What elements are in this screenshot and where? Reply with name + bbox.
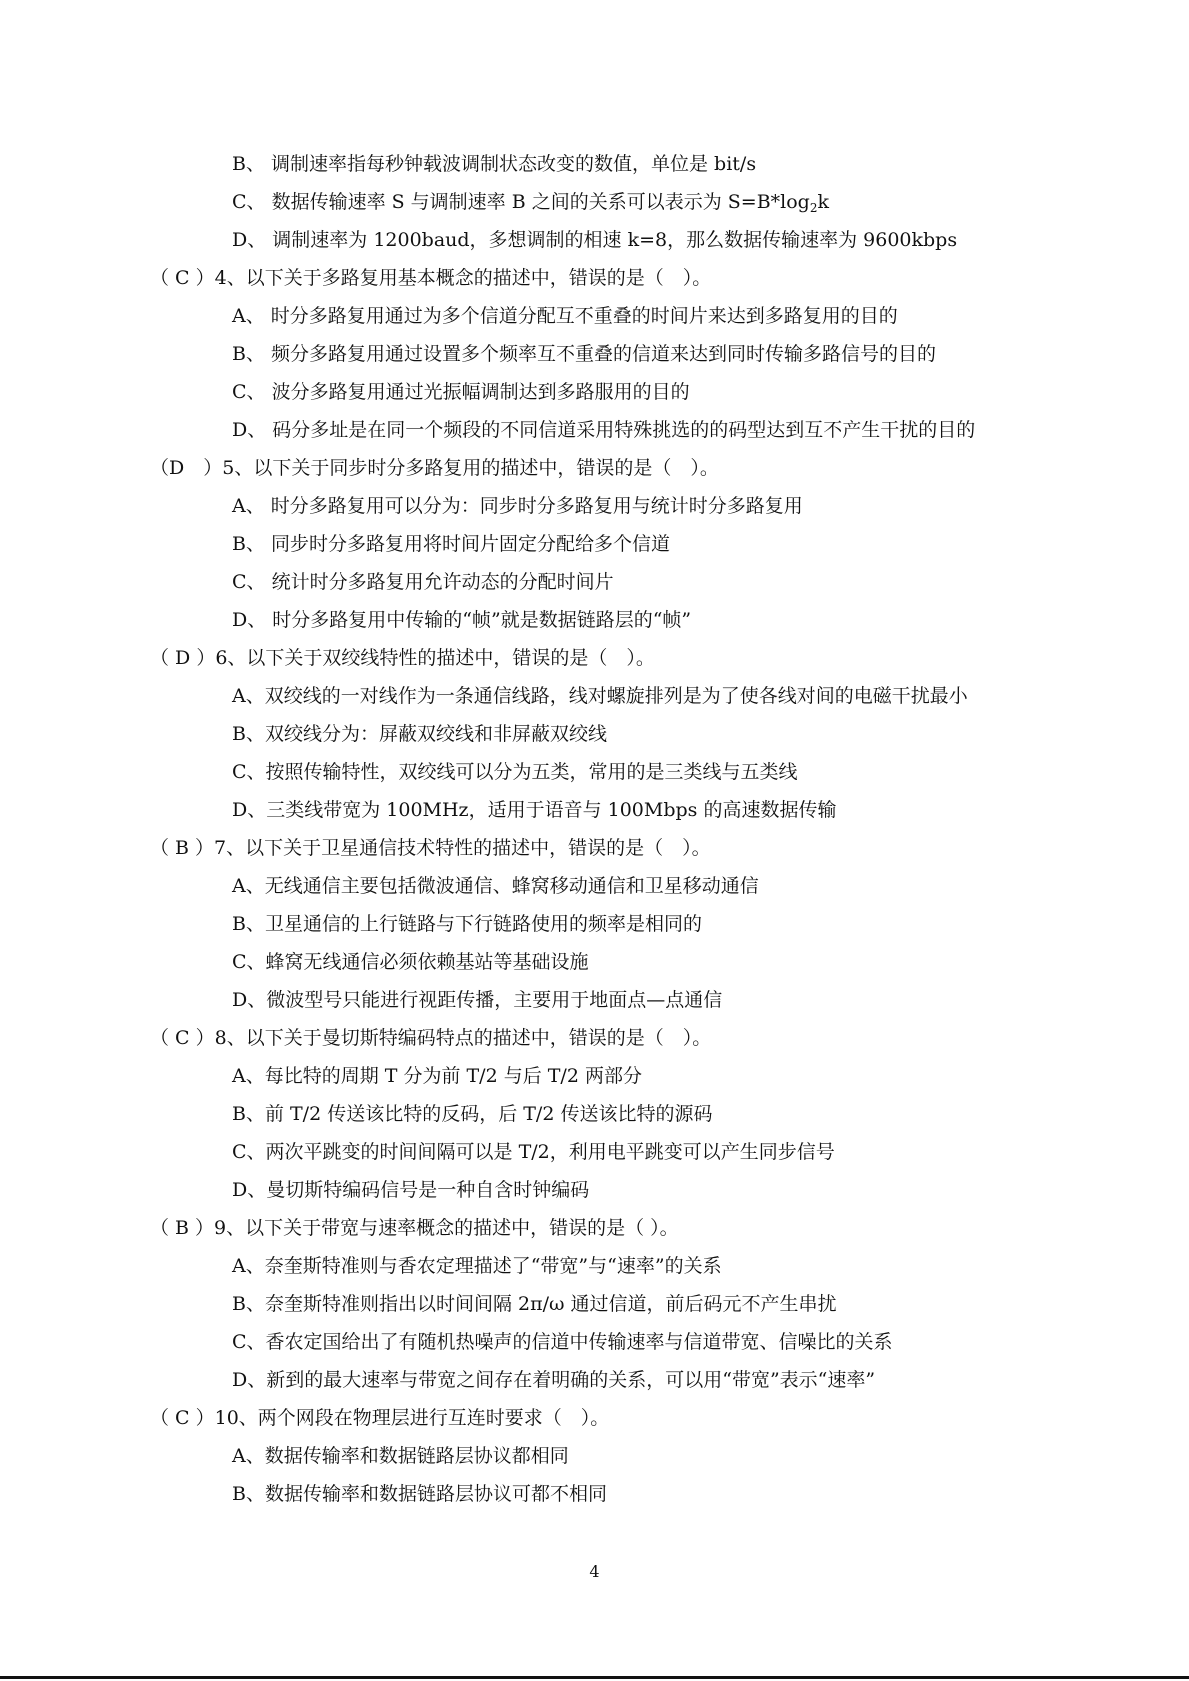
question-stem: 5、以下关于同步时分多路复用的描述中，错误的是（ ）。 [222, 457, 719, 479]
question-line [0, 829, 1189, 867]
question-line [0, 449, 1189, 487]
option-line: B、 频分多路复用通过设置多个频率互不重叠的信道来达到同时传输多路信号的目的 [232, 343, 937, 365]
question-stem: 7、以下关于卫星通信技术特性的描述中，错误的是（ ）。 [214, 837, 711, 859]
option-line: C、 波分多路复用通过光振幅调制达到多路服用的目的 [232, 381, 690, 403]
option-line: A、数据传输率和数据链路层协议都相同 [232, 1445, 569, 1467]
page-bottom-divider [0, 1676, 1189, 1679]
option-line: D、 调制速率为 1200baud，多想调制的相速 k=8，那么数据传输速率为 9600kbps [232, 229, 958, 251]
page-number: 4 [589, 1562, 600, 1581]
option-line: A、 时分多路复用通过为多个信道分配互不重叠的时间片来达到多路复用的目的 [232, 305, 898, 327]
question-line [0, 1399, 1189, 1437]
question-stem: 4、以下关于多路复用基本概念的描述中，错误的是（ ）。 [214, 267, 712, 289]
answer-mark: （ B ） [150, 1217, 215, 1239]
option-line: D、 码分多址是在同一个频段的不同信道采用特殊挑选的的码型达到互不产生干扰的目的 [232, 419, 976, 441]
question-line [0, 1019, 1189, 1057]
question-line [0, 259, 1189, 297]
option-line: C、两次平跳变的时间间隔可以是 T/2，利用电平跳变可以产生同步信号 [232, 1141, 835, 1163]
answer-mark: （ C ） [150, 1407, 215, 1429]
log-subscript: 2 [809, 201, 818, 215]
question-stem: 8、以下关于曼切斯特编码特点的描述中，错误的是（ ）。 [214, 1027, 712, 1049]
option-line [0, 183, 1189, 221]
option-line: A、奈奎斯特准则与香农定理描述了“带宽”与“速率”的关系 [232, 1255, 722, 1277]
answer-mark: （D ） [150, 457, 223, 479]
option-line: B、数据传输率和数据链路层协议可都不相同 [232, 1483, 607, 1505]
option-line: B、 调制速率指每秒钟载波调制状态改变的数值，单位是 bit/s [232, 153, 757, 175]
question-stem: 10、两个网段在物理层进行互连时要求（ ）。 [214, 1407, 610, 1429]
answer-mark: （ C ） [150, 1027, 215, 1049]
option-line: D、新到的最大速率与带宽之间存在着明确的关系，可以用“带宽”表示“速率” [232, 1369, 876, 1391]
option-line: B、双绞线分为：屏蔽双绞线和非屏蔽双绞线 [232, 723, 607, 745]
option-line: A、每比特的周期 T 分为前 T/2 与后 T/2 两部分 [232, 1065, 642, 1087]
option-line: C、蜂窝无线通信必须依赖基站等基础设施 [232, 951, 589, 973]
option-line: C、 统计时分多路复用允许动态的分配时间片 [232, 571, 614, 593]
answer-mark: （ D ） [150, 647, 216, 669]
option-line: C、按照传输特性，双绞线可以分为五类，常用的是三类线与五类线 [232, 761, 798, 783]
question-stem: 6、以下关于双绞线特性的描述中，错误的是（ ）。 [215, 647, 655, 669]
option-line: C、香农定国给出了有随机热噪声的信道中传输速率与信道带宽、信噪比的关系 [232, 1331, 893, 1353]
option-line: B、 同步时分多路复用将时间片固定分配给多个信道 [232, 533, 671, 555]
question-stem: 9、以下关于带宽与速率概念的描述中，错误的是（ ）。 [214, 1217, 679, 1239]
page-content [0, 145, 1189, 1513]
option-line: A、双绞线的一对线作为一条通信线路，线对螺旋排列是为了使各线对间的电磁干扰最小 [232, 685, 968, 707]
option-line: A、 时分多路复用可以分为：同步时分多路复用与统计时分多路复用 [232, 495, 803, 517]
option-line: B、卫星通信的上行链路与下行链路使用的频率是相同的 [232, 913, 702, 935]
answer-mark: （ C ） [150, 267, 215, 289]
option-line: B、前 T/2 传送该比特的反码，后 T/2 传送该比特的源码 [232, 1103, 713, 1125]
option-line: D、曼切斯特编码信号是一种自含时钟编码 [232, 1179, 590, 1201]
option-text-tail: k [817, 191, 829, 213]
answer-mark: （ B ） [150, 837, 215, 859]
option-line: D、微波型号只能进行视距传播，主要用于地面点—点通信 [232, 989, 723, 1011]
option-line: D、三类线带宽为 100MHz，适用于语音与 100Mbps 的高速数据传输 [232, 799, 837, 821]
question-line [0, 1209, 1189, 1247]
option-line: B、奈奎斯特准则指出以时间间隔 2π/ω 通过信道，前后码元不产生串扰 [232, 1293, 837, 1315]
option-text: C、 数据传输速率 S 与调制速率 B 之间的关系可以表示为 S=B*log [232, 191, 810, 213]
option-line: A、无线通信主要包括微波通信、蜂窝移动通信和卫星移动通信 [232, 875, 759, 897]
option-line: D、 时分多路复用中传输的“帧”就是数据链路层的“帧” [232, 609, 692, 631]
question-line [0, 639, 1189, 677]
